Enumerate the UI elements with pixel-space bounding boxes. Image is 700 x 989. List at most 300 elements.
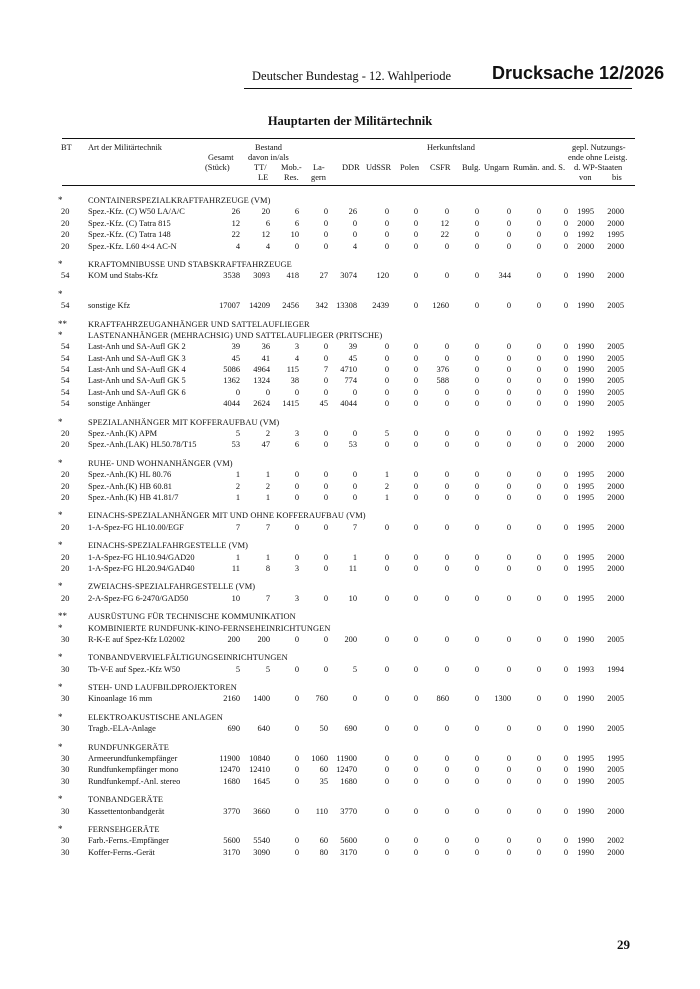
col-bulg: Bulg. xyxy=(462,163,481,172)
cell-value: 0 xyxy=(413,376,418,386)
cell-value: 1993 xyxy=(577,664,594,674)
cell-value: 5 xyxy=(235,664,240,674)
cell-value: 7 xyxy=(265,593,270,603)
table-row xyxy=(0,364,700,375)
cell-value: 0 xyxy=(444,470,449,480)
cell-value: 0 xyxy=(323,593,328,603)
cell-value: 0 xyxy=(474,440,479,450)
cell-value: 0 xyxy=(323,353,328,363)
cell-value: 0 xyxy=(563,552,568,562)
cell-value: 376 xyxy=(436,365,449,375)
section-heading xyxy=(0,510,700,521)
cell-value: 7 xyxy=(265,522,270,532)
cell-value: 0 xyxy=(323,218,328,228)
table-row xyxy=(0,218,700,229)
section-heading xyxy=(0,824,700,835)
cell-value: 2005 xyxy=(607,365,624,375)
cell-value: 0 xyxy=(536,481,541,491)
cell-value: 2005 xyxy=(607,399,624,409)
cell-value: 2000 xyxy=(577,440,594,450)
cell-value: 0 xyxy=(536,765,541,775)
cell-value: 0 xyxy=(563,230,568,240)
cell-value: 1990 xyxy=(577,694,594,704)
cell-value: 0 xyxy=(294,836,299,846)
cell-value: 200 xyxy=(344,634,357,644)
cell-value: 0 xyxy=(444,847,449,857)
cell-value: 0 xyxy=(474,429,479,439)
cell-value: 0 xyxy=(506,241,511,251)
cell-bt: 20 xyxy=(61,492,70,502)
table-row xyxy=(0,634,700,645)
cell-value: 0 xyxy=(536,271,541,281)
cell-value: 344 xyxy=(498,271,511,281)
col-mob: Mob.- xyxy=(281,163,302,172)
cell-value: 0 xyxy=(563,492,568,502)
table-row xyxy=(0,428,700,439)
cell-value: 5086 xyxy=(223,365,240,375)
cell-value: 0 xyxy=(506,836,511,846)
cell-value: 47 xyxy=(261,440,270,450)
cell-value: 0 xyxy=(506,754,511,764)
cell-value: 1260 xyxy=(432,301,449,311)
cell-value: 0 xyxy=(536,754,541,764)
cell-value: 3090 xyxy=(253,847,270,857)
table-row xyxy=(0,469,700,480)
cell-value: 0 xyxy=(384,376,389,386)
row-spacer xyxy=(0,675,700,682)
col-ungarn: Ungarn xyxy=(484,163,510,172)
cell-value: 0 xyxy=(323,552,328,562)
cell-value: 0 xyxy=(506,563,511,573)
cell-value: 2000 xyxy=(607,271,624,281)
cell-bt: 20 xyxy=(61,563,70,573)
cell-value: 0 xyxy=(413,387,418,397)
cell-value: 0 xyxy=(323,241,328,251)
cell-value: 860 xyxy=(436,694,449,704)
cell-value: 0 xyxy=(413,522,418,532)
cell-value: 0 xyxy=(352,387,357,397)
cell-value: 0 xyxy=(506,724,511,734)
cell-value: 0 xyxy=(294,241,299,251)
cell-name: 2-A-Spez-FG 6-2470/GAD50 xyxy=(88,593,189,603)
cell-value: 0 xyxy=(413,724,418,734)
row-spacer xyxy=(0,817,700,824)
cell-value: 0 xyxy=(563,694,568,704)
section-marker: * xyxy=(58,329,63,340)
cell-value: 1995 xyxy=(577,481,594,491)
cell-value: 0 xyxy=(323,481,328,491)
cell-bt: 30 xyxy=(61,836,70,846)
cell-bt: 54 xyxy=(61,271,70,281)
cell-value: 3170 xyxy=(340,847,357,857)
cell-name: Spez.-Anh.(K) HB 60.81 xyxy=(88,481,172,491)
cell-value: 0 xyxy=(506,387,511,397)
cell-value: 1995 xyxy=(607,754,624,764)
section-heading xyxy=(0,712,700,723)
cell-value: 0 xyxy=(506,230,511,240)
page-number: 29 xyxy=(617,937,630,952)
cell-value: 0 xyxy=(474,754,479,764)
cell-value: 0 xyxy=(384,836,389,846)
cell-value: 0 xyxy=(413,836,418,846)
section-heading xyxy=(0,682,700,693)
table-row xyxy=(0,387,700,398)
cell-value: 0 xyxy=(506,470,511,480)
table-row xyxy=(0,229,700,240)
cell-value: 0 xyxy=(536,634,541,644)
cell-value: 0 xyxy=(323,522,328,532)
col-ands: and. S. xyxy=(542,163,566,172)
cell-name: sonstige Kfz xyxy=(88,301,131,311)
cell-value: 0 xyxy=(384,207,389,217)
cell-value: 2005 xyxy=(607,694,624,704)
cell-bt: 30 xyxy=(61,806,70,816)
cell-value: 0 xyxy=(323,470,328,480)
cell-value: 0 xyxy=(563,664,568,674)
cell-value: 0 xyxy=(413,552,418,562)
cell-value: 1 xyxy=(235,470,240,480)
cell-value: 0 xyxy=(563,806,568,816)
cell-value: 0 xyxy=(563,634,568,644)
cell-value: 0 xyxy=(384,694,389,704)
table-row xyxy=(0,835,700,846)
cell-bt: 20 xyxy=(61,481,70,491)
cell-value: 0 xyxy=(536,836,541,846)
section-marker: * xyxy=(58,288,63,299)
cell-value: 53 xyxy=(348,440,357,450)
cell-value: 1 xyxy=(265,470,270,480)
cell-value: 0 xyxy=(413,342,418,352)
cell-value: 0 xyxy=(563,376,568,386)
cell-value: 0 xyxy=(294,847,299,857)
cell-value: 2 xyxy=(235,481,240,491)
cell-value: 2000 xyxy=(577,241,594,251)
section-label: LASTENANHÄNGER (MEHRACHSIG) UND SATTELAUFLIEGER (PRITSCHE) xyxy=(88,330,383,340)
cell-value: 20 xyxy=(261,207,270,217)
cell-value: 2 xyxy=(384,481,389,491)
cell-value: 0 xyxy=(413,271,418,281)
cell-name: 1-A-Spez-FG HL10.00/EGF xyxy=(88,522,184,532)
cell-value: 1 xyxy=(384,470,389,480)
cell-value: 0 xyxy=(536,593,541,603)
cell-value: 0 xyxy=(506,634,511,644)
cell-value: 0 xyxy=(413,241,418,251)
cell-value: 13308 xyxy=(336,301,357,311)
row-spacer xyxy=(0,451,700,458)
cell-value: 0 xyxy=(323,342,328,352)
cell-value: 0 xyxy=(506,593,511,603)
cell-value: 1415 xyxy=(282,399,299,409)
cell-name: Last-Anh und SA-Aufl GK 2 xyxy=(88,342,186,352)
cell-value: 4 xyxy=(352,241,357,251)
table-row xyxy=(0,806,700,817)
table-row xyxy=(0,398,700,409)
cell-value: 2000 xyxy=(607,593,624,603)
cell-value: 0 xyxy=(352,481,357,491)
cell-name: Last-Anh und SA-Aufl GK 6 xyxy=(88,387,186,397)
table-row xyxy=(0,563,700,574)
cell-value: 27 xyxy=(319,271,328,281)
cell-name: Spez.-Anh.(K) APM xyxy=(88,429,158,439)
cell-value: 0 xyxy=(413,806,418,816)
header-document-number: Drucksache 12/2026 xyxy=(492,63,665,83)
cell-value: 0 xyxy=(352,429,357,439)
row-spacer xyxy=(0,533,700,540)
cell-value: 0 xyxy=(506,552,511,562)
cell-value: 0 xyxy=(474,241,479,251)
cell-value: 690 xyxy=(344,724,357,734)
section-label: ZWEIACHS-SPEZIALFAHRGESTELLE (VM) xyxy=(88,582,256,592)
cell-value: 2005 xyxy=(607,634,624,644)
cell-value: 0 xyxy=(474,353,479,363)
cell-value: 0 xyxy=(474,218,479,228)
table-row xyxy=(0,552,700,563)
cell-name: Tragb.-ELA-Anlage xyxy=(88,724,156,734)
cell-value: 17007 xyxy=(219,301,240,311)
section-label: STEH- UND LAUFBILDPROJEKTOREN xyxy=(88,683,237,693)
cell-bt: 20 xyxy=(61,218,70,228)
cell-value: 1992 xyxy=(577,429,594,439)
cell-value: 4 xyxy=(235,241,240,251)
col-rumaen: Rumän. xyxy=(513,163,540,172)
cell-value: 0 xyxy=(563,593,568,603)
section-heading xyxy=(0,330,700,341)
cell-value: 0 xyxy=(474,776,479,786)
cell-value: 1995 xyxy=(607,230,624,240)
section-heading xyxy=(0,289,700,300)
cell-value: 0 xyxy=(413,429,418,439)
col-von: von xyxy=(579,173,592,182)
cell-value: 0 xyxy=(506,522,511,532)
cell-value: 2000 xyxy=(607,563,624,573)
cell-value: 5600 xyxy=(223,836,240,846)
cell-value: 6 xyxy=(294,218,299,228)
cell-value: 2005 xyxy=(607,353,624,363)
cell-value: 0 xyxy=(413,301,418,311)
section-heading xyxy=(0,623,700,634)
cell-value: 0 xyxy=(536,301,541,311)
cell-value: 0 xyxy=(563,207,568,217)
cell-value: 0 xyxy=(323,376,328,386)
section-label: RUHE- UND WOHNANHÄNGER (VM) xyxy=(88,458,233,468)
cell-value: 1994 xyxy=(607,664,624,674)
cell-value: 1 xyxy=(235,492,240,502)
cell-bt: 20 xyxy=(61,429,70,439)
cell-value: 1362 xyxy=(223,376,240,386)
cell-value: 0 xyxy=(294,765,299,775)
row-spacer xyxy=(0,645,700,652)
cell-value: 1 xyxy=(235,552,240,562)
cell-value: 2005 xyxy=(607,301,624,311)
cell-value: 0 xyxy=(474,481,479,491)
cell-value: 2005 xyxy=(607,765,624,775)
cell-value: 4044 xyxy=(340,399,357,409)
cell-value: 0 xyxy=(294,754,299,764)
cell-value: 0 xyxy=(444,271,449,281)
cell-value: 1400 xyxy=(253,694,270,704)
cell-value: 0 xyxy=(384,387,389,397)
cell-value: 0 xyxy=(413,218,418,228)
col-csfr: CSFR xyxy=(430,163,451,172)
col-bt: BT xyxy=(61,143,72,152)
section-heading xyxy=(0,195,700,206)
cell-value: 0 xyxy=(563,481,568,491)
cell-value: 45 xyxy=(348,353,357,363)
cell-value: 14209 xyxy=(249,301,270,311)
cell-value: 0 xyxy=(413,365,418,375)
section-label: EINACHS-SPEZIALANHÄNGER MIT UND OHNE KOFFERAUFBAU (VM) xyxy=(88,511,366,521)
cell-value: 0 xyxy=(474,271,479,281)
cell-value: 2000 xyxy=(607,552,624,562)
cell-value: 5 xyxy=(384,429,389,439)
cell-value: 0 xyxy=(323,387,328,397)
section-heading xyxy=(0,581,700,592)
cell-value: 1990 xyxy=(577,634,594,644)
cell-value: 0 xyxy=(323,563,328,573)
cell-name: Last-Anh und SA-Aufl GK 5 xyxy=(88,376,186,386)
section-marker: * xyxy=(58,794,63,805)
cell-bt: 30 xyxy=(61,664,70,674)
col-stueck: (Stück) xyxy=(205,163,230,172)
col-gern: gern xyxy=(311,173,326,182)
col-art: Art der Militärtechnik xyxy=(88,143,162,152)
cell-value: 2005 xyxy=(607,387,624,397)
cell-value: 10 xyxy=(348,593,357,603)
cell-bt: 20 xyxy=(61,552,70,562)
cell-value: 0 xyxy=(323,429,328,439)
cell-value: 0 xyxy=(506,353,511,363)
col-davon: davon in/als xyxy=(248,153,289,162)
cell-value: 2624 xyxy=(253,399,270,409)
cell-value: 5 xyxy=(265,664,270,674)
table-row xyxy=(0,375,700,386)
cell-value: 1 xyxy=(352,552,357,562)
table-row xyxy=(0,206,700,217)
cell-value: 10840 xyxy=(249,754,270,764)
cell-value: 5540 xyxy=(253,836,270,846)
cell-value: 2005 xyxy=(607,776,624,786)
cell-value: 0 xyxy=(413,593,418,603)
cell-value: 0 xyxy=(384,664,389,674)
cell-value: 11 xyxy=(348,563,357,573)
cell-value: 0 xyxy=(536,492,541,502)
cell-value: 1992 xyxy=(577,230,594,240)
col-gepl-3: d. WP-Staaten xyxy=(574,163,623,172)
cell-value: 2000 xyxy=(607,440,624,450)
cell-value: 26 xyxy=(348,207,357,217)
cell-bt: 20 xyxy=(61,241,70,251)
cell-value: 0 xyxy=(536,563,541,573)
cell-value: 5 xyxy=(235,429,240,439)
table-row xyxy=(0,664,700,675)
cell-value: 0 xyxy=(474,376,479,386)
cell-name: Rundfunkempf.-Anl. stereo xyxy=(88,776,181,786)
cell-value: 0 xyxy=(536,694,541,704)
table-row xyxy=(0,241,700,252)
cell-value: 0 xyxy=(474,836,479,846)
cell-bt: 30 xyxy=(61,694,70,704)
cell-value: 0 xyxy=(563,218,568,228)
cell-value: 0 xyxy=(323,634,328,644)
cell-value: 0 xyxy=(563,754,568,764)
cell-value: 2000 xyxy=(607,492,624,502)
cell-value: 6 xyxy=(294,207,299,217)
cell-value: 0 xyxy=(413,765,418,775)
cell-value: 0 xyxy=(384,552,389,562)
cell-value: 0 xyxy=(563,522,568,532)
cell-value: 774 xyxy=(344,376,357,386)
cell-value: 0 xyxy=(352,492,357,502)
cell-value: 0 xyxy=(474,694,479,704)
cell-value: 7 xyxy=(235,522,240,532)
cell-value: 0 xyxy=(506,765,511,775)
cell-name: Rundfunkempfänger mono xyxy=(88,765,179,775)
cell-value: 200 xyxy=(257,634,270,644)
section-marker: * xyxy=(58,581,63,592)
cell-value: 1995 xyxy=(577,492,594,502)
section-marker: * xyxy=(58,416,63,427)
row-spacer xyxy=(0,787,700,794)
cell-value: 1300 xyxy=(494,694,511,704)
col-gesamt: Gesamt xyxy=(208,153,234,162)
cell-value: 0 xyxy=(506,776,511,786)
section-marker: ** xyxy=(58,611,67,622)
cell-value: 0 xyxy=(384,365,389,375)
section-label: CONTAINERSPEZIALKRAFTFAHRZEUGE (VM) xyxy=(88,196,271,205)
cell-value: 0 xyxy=(536,806,541,816)
section-label: SPEZIALANHÄNGER MIT KOFFERAUFBAU (VM) xyxy=(88,417,280,427)
header-publication: Deutscher Bundestag - 12. Wahlperiode xyxy=(252,69,452,83)
cell-value: 1060 xyxy=(311,754,328,764)
cell-value: 1995 xyxy=(577,522,594,532)
cell-value: 588 xyxy=(436,376,449,386)
cell-value: 0 xyxy=(384,724,389,734)
cell-value: 0 xyxy=(563,724,568,734)
cell-value: 7 xyxy=(323,365,328,375)
section-marker: * xyxy=(58,258,63,269)
cell-value: 0 xyxy=(444,522,449,532)
col-la: La- xyxy=(313,163,325,172)
cell-value: 0 xyxy=(474,847,479,857)
cell-value: 5600 xyxy=(340,836,357,846)
cell-value: 39 xyxy=(231,342,240,352)
cell-value: 0 xyxy=(474,492,479,502)
section-label: RUNDFUNKGERÄTE xyxy=(88,742,169,752)
cell-value: 2456 xyxy=(282,301,299,311)
cell-value: 0 xyxy=(506,301,511,311)
section-marker: ** xyxy=(58,318,67,329)
cell-value: 0 xyxy=(506,429,511,439)
cell-value: 0 xyxy=(563,836,568,846)
cell-value: 0 xyxy=(563,563,568,573)
cell-value: 0 xyxy=(474,365,479,375)
cell-value: 1995 xyxy=(607,429,624,439)
cell-value: 0 xyxy=(413,847,418,857)
col-herkunft: Herkunftsland xyxy=(427,143,475,152)
cell-value: 0 xyxy=(536,218,541,228)
cell-value: 1995 xyxy=(577,552,594,562)
cell-name: Spez.-Kfz. (C) W50 LA/A/C xyxy=(88,207,185,217)
cell-name: Spez.-Kfz. (C) Tatra 148 xyxy=(88,230,171,240)
cell-value: 0 xyxy=(294,634,299,644)
cell-value: 1995 xyxy=(577,563,594,573)
cell-value: 0 xyxy=(413,563,418,573)
cell-value: 0 xyxy=(536,664,541,674)
cell-value: 0 xyxy=(323,207,328,217)
col-gepl-2: ende ohne Leistg. xyxy=(568,153,628,162)
cell-value: 0 xyxy=(413,230,418,240)
cell-value: 0 xyxy=(474,470,479,480)
